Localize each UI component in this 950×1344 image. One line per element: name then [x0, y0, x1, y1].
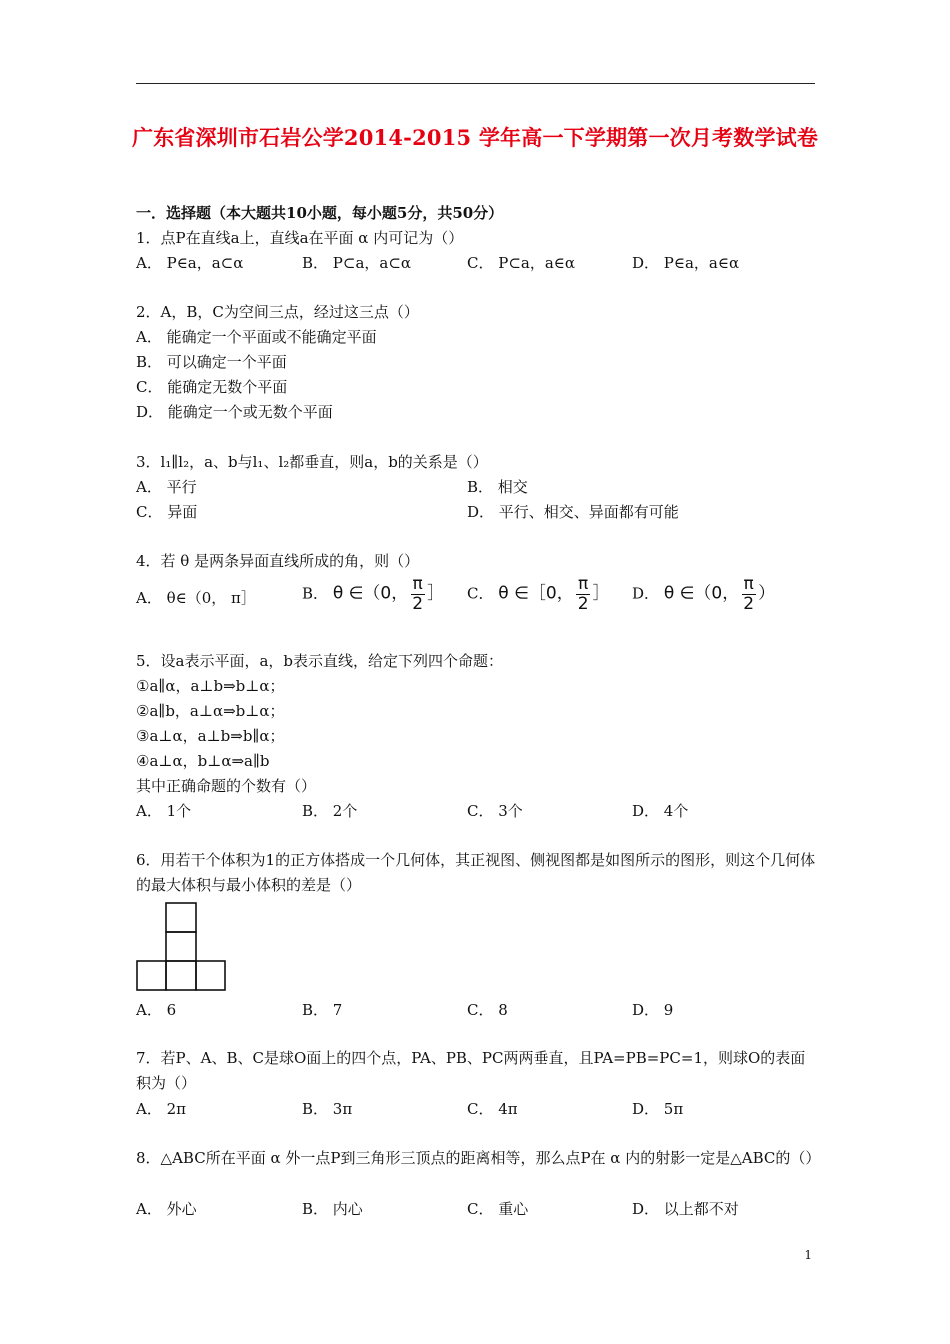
q4-option-d-interval: θ ∈（0，	[663, 583, 740, 604]
section-heading: 一．选择题（本大题共10小题，每小题5分，共50分）	[136, 204, 504, 222]
q3-option-b: B． 相交	[467, 478, 528, 496]
page-number: 1	[804, 1248, 812, 1262]
block-view-figure	[136, 902, 228, 992]
q1-option-b: B． P⊂a，a⊂α	[302, 254, 412, 272]
q4-option-c-label: C．	[467, 584, 494, 603]
pi-over-2-fraction	[741, 575, 756, 614]
q8-option-b: B． 内心	[302, 1200, 363, 1218]
q5-proposition-2: ②a∥b，a⊥α⇒b⊥α；	[136, 702, 285, 720]
q7-option-d: D． 5π	[632, 1100, 684, 1118]
q2-option-b: B． 可以确定一个平面	[136, 353, 287, 371]
q2-option-d: D． 能确定一个或无数个平面	[136, 403, 333, 421]
q7-option-a: A． 2π	[136, 1100, 187, 1118]
pi-over-2-fraction	[410, 575, 425, 614]
q4-option-a: A． θ∈（0， π］	[136, 589, 256, 607]
q8-option-d: D． 以上都不对	[632, 1200, 739, 1218]
q2-stem: 2．A，B，C为空间三点，经过这三点（）	[136, 303, 419, 321]
q5-stem: 5．设a表示平面，a，b表示直线，给定下列四个命题：	[136, 652, 504, 670]
q1-option-a: A． P∈a，a⊂α	[136, 254, 244, 272]
document-title: 广东省深圳市石岩公学2014-2015 学年高一下学期第一次月考数学试卷	[131, 125, 819, 150]
q8-stem: 8．△ABC所在平面 α 外一点P到三角形三顶点的距离相等，那么点P在 α 内的射影一定是△ABC的（）	[136, 1149, 821, 1167]
q5-question: 其中正确命题的个数有（）	[136, 777, 317, 795]
q6-option-d: D． 9	[632, 1001, 674, 1019]
q5-proposition-1: ①a∥α，a⊥b⇒b⊥α；	[136, 677, 285, 695]
q7-option-b: B． 3π	[302, 1100, 353, 1118]
figure-middle-square	[166, 932, 196, 961]
q7-option-c: C． 4π	[467, 1100, 518, 1118]
q3-option-d: D． 平行、相交、异面都有可能	[467, 503, 679, 521]
q1-option-c: C． P⊂a，a∈α	[467, 254, 576, 272]
q1-stem: 1．点P在直线a上，直线a在平面 α 内可记为（）	[136, 229, 464, 247]
pi-over-2-fraction	[576, 575, 591, 614]
q4-option-d	[632, 575, 775, 614]
q4-option-d-close: ）	[758, 583, 776, 604]
q5-option-c: C． 3个	[467, 802, 523, 820]
q4-option-c-interval: θ ∈［0，	[498, 583, 574, 604]
q2-option-c: C． 能确定无数个平面	[136, 378, 288, 396]
fraction-numerator: π	[743, 574, 754, 594]
q5-option-a: A． 1个	[136, 802, 192, 820]
q6-option-c: C． 8	[467, 1001, 508, 1019]
q4-stem: 4．若 θ 是两条异面直线所成的角，则（）	[136, 552, 420, 570]
q4-option-c	[467, 575, 610, 614]
q3-option-c: C． 异面	[136, 503, 198, 521]
fraction-denominator: 2	[577, 594, 589, 614]
q6-option-a: A． 6	[136, 1001, 177, 1019]
q6-option-b: B． 7	[302, 1001, 343, 1019]
q8-option-c: C． 重心	[467, 1200, 529, 1218]
q4-option-b-interval: θ ∈（0，	[332, 583, 409, 604]
q6-stem: 6．用若干个体积为1的正方体搭成一个几何体，其正视图、侧视图都是如图所示的图形，则这个几何体的最大体积与最小体积的差是（）	[136, 851, 816, 894]
q5-option-b: B． 2个	[302, 802, 358, 820]
q3-option-a: A． 平行	[136, 478, 197, 496]
fraction-numerator: π	[412, 574, 423, 594]
q2-option-a: A． 能确定一个平面或不能确定平面	[136, 328, 377, 346]
q5-proposition-3: ③a⊥α，a⊥b⇒b∥α；	[136, 727, 285, 745]
figure-bottom-left-square	[137, 961, 166, 990]
q3-stem: 3．l₁∥l₂，a、b与l₁、l₂都垂直，则a，b的关系是（）	[136, 453, 488, 471]
q7-stem: 7．若P、A、B、C是球O面上的四个点，PA、PB、PC两两垂直，且PA=PB=PC=1，则球O的表面积为（）	[136, 1049, 806, 1092]
fraction-denominator: 2	[412, 594, 424, 614]
figure-bottom-right-square	[196, 961, 225, 990]
q5-option-d: D． 4个	[632, 802, 689, 820]
header-rule	[136, 83, 815, 84]
figure-bottom-center-square	[166, 961, 196, 990]
q4-option-b-label: B．	[302, 584, 329, 603]
q8-option-a: A． 外心	[136, 1200, 197, 1218]
fraction-numerator: π	[577, 574, 589, 594]
q4-option-b-close: ］	[427, 583, 445, 604]
fraction-denominator: 2	[743, 594, 755, 614]
q4-option-d-label: D．	[632, 584, 660, 603]
figure-top-square	[166, 903, 196, 932]
q1-option-d: D． P∈a，a∈α	[632, 254, 740, 272]
q4-option-c-close: ］	[592, 583, 610, 604]
q5-proposition-4: ④a⊥α，b⊥α⇒a∥b	[136, 752, 270, 770]
q4-option-b	[302, 575, 444, 614]
